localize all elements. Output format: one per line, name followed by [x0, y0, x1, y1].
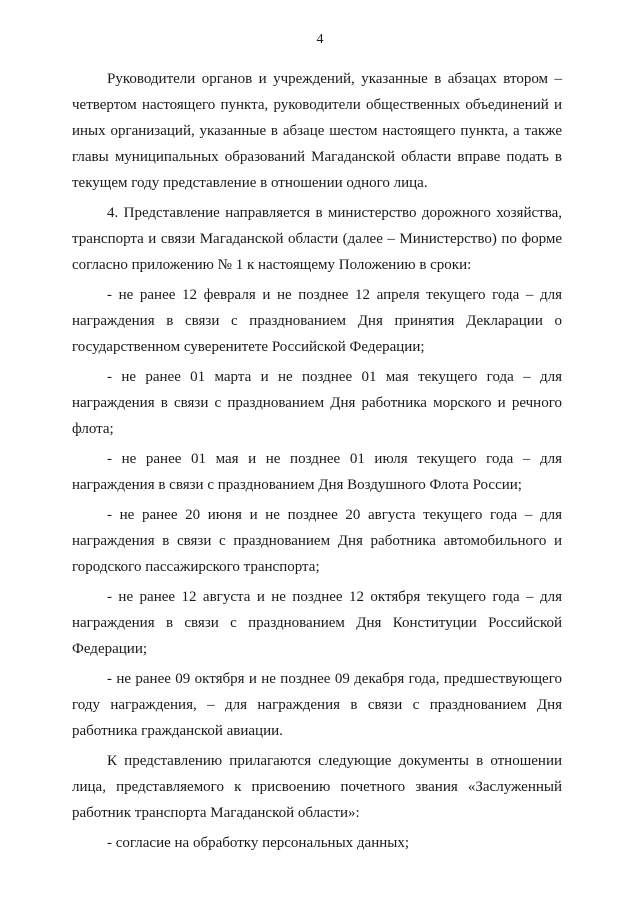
- list-item-august-october: - не ранее 12 августа и не позднее 12 октября текущего года – для награждения в связи с празднованием Дня Конституции Российской Федерации;: [72, 589, 562, 657]
- paragraph-attached-documents: К представлению прилагаются следующие документы в отношении лица, представляемого к присвоению почетного звания «Заслуженный работник транспорта Магаданской области»:: [72, 753, 562, 821]
- page-number: 4: [316, 32, 324, 47]
- document-body: [72, 66, 562, 860]
- list-item-personal-data-consent: - согласие на обработку персональных данных;: [107, 835, 409, 851]
- paragraph-submission-terms: 4. Представление направляется в министерство дорожного хозяйства, транспорта и связи Магаданской области (далее – Министерство) по форме согласно приложению № 1 к настоящему Положению в сроки:: [72, 205, 562, 273]
- paragraph-heads-submission: Руководители органов и учреждений, указанные в абзацах втором – четвертом настоящего пункта, руководители общественных объединений и иных организаций, указанные в абзаце шестом настоящего пункта, а также главы муниципальных образований Магаданской области вправе подать в текущем году представление в отношении одного лица.: [72, 71, 562, 191]
- list-item-may-july: - не ранее 01 мая и не позднее 01 июля текущего года – для награждения в связи с празднованием Дня Воздушного Флота России;: [72, 451, 562, 493]
- list-item-february-april: - не ранее 12 февраля и не позднее 12 апреля текущего года – для награждения в связи с празднованием Дня принятия Декларации о государственном суверенитете Российской Федерации;: [72, 287, 562, 355]
- list-item-june-august: - не ранее 20 июня и не позднее 20 августа текущего года – для награждения в связи с празднованием Дня работника автомобильного и городского пассажирского транспорта;: [72, 507, 562, 575]
- list-item-october-december: - не ранее 09 октября и не позднее 09 декабря года, предшествующего году награждения, – для награждения в связи с празднованием Дня работника гражданской авиации.: [72, 671, 562, 739]
- list-item-march-may: - не ранее 01 марта и не позднее 01 мая текущего года – для награждения в связи с празднованием Дня работника морского и речного флота;: [72, 369, 562, 437]
